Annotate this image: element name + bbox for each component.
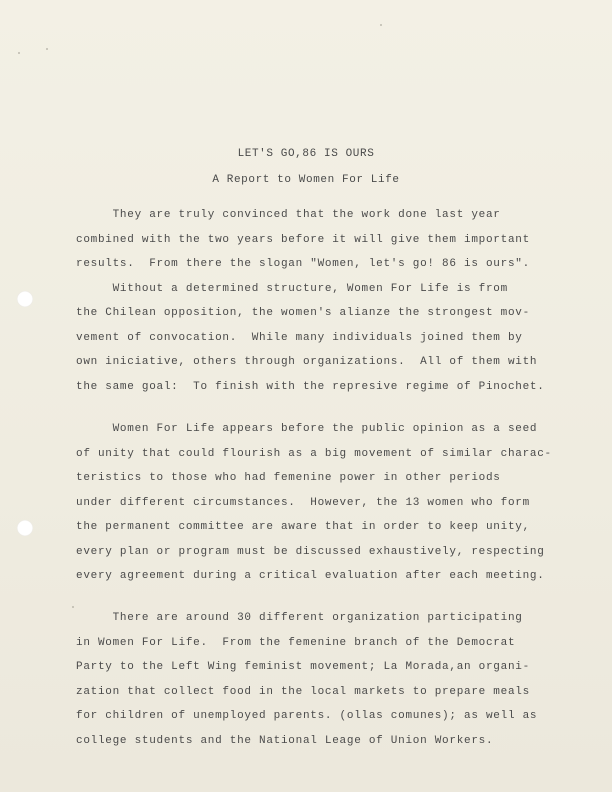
- text-line: every agreement during a critical evaluation after each meeting.: [76, 570, 545, 582]
- paper-speck: [380, 24, 382, 26]
- text-line: of unity that could flourish as a big movement of similar charac-: [76, 447, 552, 460]
- paragraph-2: [76, 417, 576, 589]
- text-line: college students and the National Leage of Union Workers.: [76, 734, 494, 747]
- text-line: in Women For Life. From the femenine branch of the Democrat: [76, 636, 516, 649]
- text-line: under different circumstances. However, the 13 women who form: [76, 496, 530, 509]
- text-line: the permanent committee are aware that in order to keep unity,: [76, 521, 530, 533]
- text-line: There are around 30 different organization participating: [76, 612, 523, 624]
- punch-hole-top: [17, 291, 33, 307]
- text-line: vement of convocation. While many individuals joined them by: [76, 331, 523, 344]
- document-title: LET'S GO,86 IS OURS: [237, 148, 375, 160]
- paragraph-1: [76, 203, 576, 399]
- text-line: Party to the Left Wing feminist movement; La Morada,an organi-: [76, 661, 530, 673]
- text-line: Women For Life appears before the public opinion as a seed: [76, 423, 538, 435]
- text-line: Without a determined structure, Women For Life is from: [76, 282, 508, 295]
- text-line: the same goal: To finish with the represive regime of Pinochet.: [76, 380, 545, 393]
- text-line: own iniciative, others through organizations. All of them with: [76, 356, 538, 368]
- punch-hole-bottom: [17, 520, 33, 536]
- text-line: results. From there the slogan "Women, let's go! 86 is ours".: [76, 258, 530, 270]
- text-line: every plan or program must be discussed exhaustively, respecting: [76, 545, 545, 558]
- text-line: for children of unemployed parents. (ollas comunes); as well as: [76, 710, 538, 722]
- text-line: the Chilean opposition, the women's alianze the strongest mov-: [76, 307, 530, 319]
- paper-speck: [18, 52, 20, 54]
- paper-speck: [72, 606, 74, 608]
- document-subtitle: A Report to Women For Life: [212, 174, 400, 186]
- text-line: combined with the two years before it will give them important: [76, 233, 530, 246]
- text-line: They are truly convinced that the work done last year: [76, 209, 501, 221]
- paper-speck: [46, 48, 48, 50]
- text-line: zation that collect food in the local markets to prepare meals: [76, 685, 530, 698]
- text-line: teristics to those who had femenine power in other periods: [76, 472, 501, 484]
- paragraph-3: [76, 606, 576, 753]
